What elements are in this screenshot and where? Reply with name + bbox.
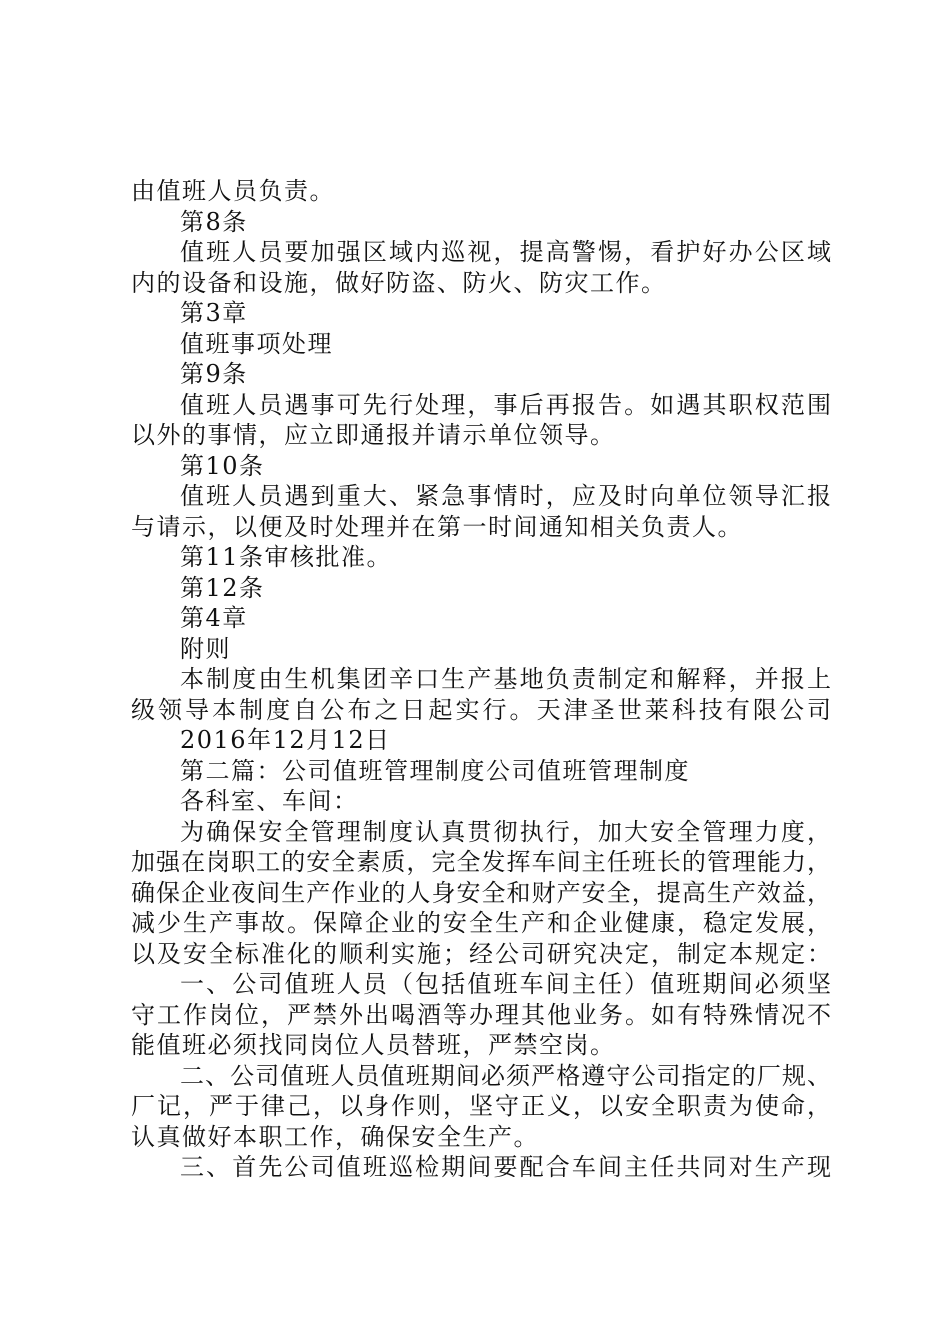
text-line: 第11条审核批准。 (180, 543, 393, 571)
text-line: 2016年12月12日 (180, 726, 391, 754)
text-line: 各科室、车间： (180, 787, 359, 815)
text-line: 认真做好本职工作，确保安全生产。 (131, 1122, 539, 1151)
text-line: 内的设备和设施，做好防盗、防火、防灾工作。 (131, 268, 667, 297)
text-line: 级领导本制度自公布之日起实行。天津圣世莱科技有限公司 (131, 695, 831, 724)
text-line: 第3章 (180, 299, 248, 327)
text-line: 加强在岗职工的安全素质，完全发挥车间主任班长的管理能力， (131, 848, 831, 876)
text-line: 附则 (180, 634, 231, 663)
text-line: 以外的事情，应立即通报并请示单位领导。 (131, 421, 616, 449)
text-line: 值班人员遇到重大、紧急事情时，应及时向单位领导汇报 (180, 482, 831, 510)
text-line: 能值班必须找同岗位人员替班，严禁空岗。 (131, 1031, 616, 1059)
text-line: 第12条 (180, 573, 265, 602)
text-line: 厂记，严于律己，以身作则，坚守正义，以安全职责为使命， (131, 1092, 831, 1120)
text-line: 第10条 (180, 451, 265, 480)
text-line: 第9条 (180, 360, 248, 388)
text-line: 第二篇：公司值班管理制度公司值班管理制度 (180, 756, 690, 785)
text-line: 值班事项处理 (180, 329, 333, 358)
text-line: 值班人员要加强区域内巡视，提高警惕，看护好办公区域 (180, 238, 831, 266)
text-line: 由值班人员负责。 (131, 177, 335, 205)
text-line: 为确保安全管理制度认真贯彻执行，加大安全管理力度， (180, 817, 831, 846)
text-line: 一、公司值班人员（包括值班车间主任）值班期间必须坚 (180, 970, 831, 998)
text-line: 守工作岗位，严禁外出喝酒等办理其他业务。如有特殊情况不 (131, 1000, 831, 1029)
document-body (131, 176, 831, 1183)
text-line: 减少生产事故。保障企业的安全生产和企业健康，稳定发展， (131, 909, 831, 937)
text-line: 值班人员遇事可先行处理，事后再报告。如遇其职权范围 (180, 390, 831, 419)
text-line: 确保企业夜间生产作业的人身安全和财产安全，提高生产效益， (131, 878, 831, 907)
text-line: 本制度由生机集团辛口生产基地负责制定和解释，并报上 (180, 665, 831, 693)
text-line: 第4章 (180, 604, 248, 632)
text-line: 与请示，以便及时处理并在第一时间通知相关负责人。 (131, 512, 743, 541)
text-line: 第8条 (180, 207, 248, 236)
text-line: 以及安全标准化的顺利实施；经公司研究决定，制定本规定： (131, 939, 831, 968)
text-line: 二、公司值班人员值班期间必须严格遵守公司指定的厂规、 (180, 1061, 831, 1090)
text-line: 三、首先公司值班巡检期间要配合车间主任共同对生产现 (180, 1153, 831, 1181)
